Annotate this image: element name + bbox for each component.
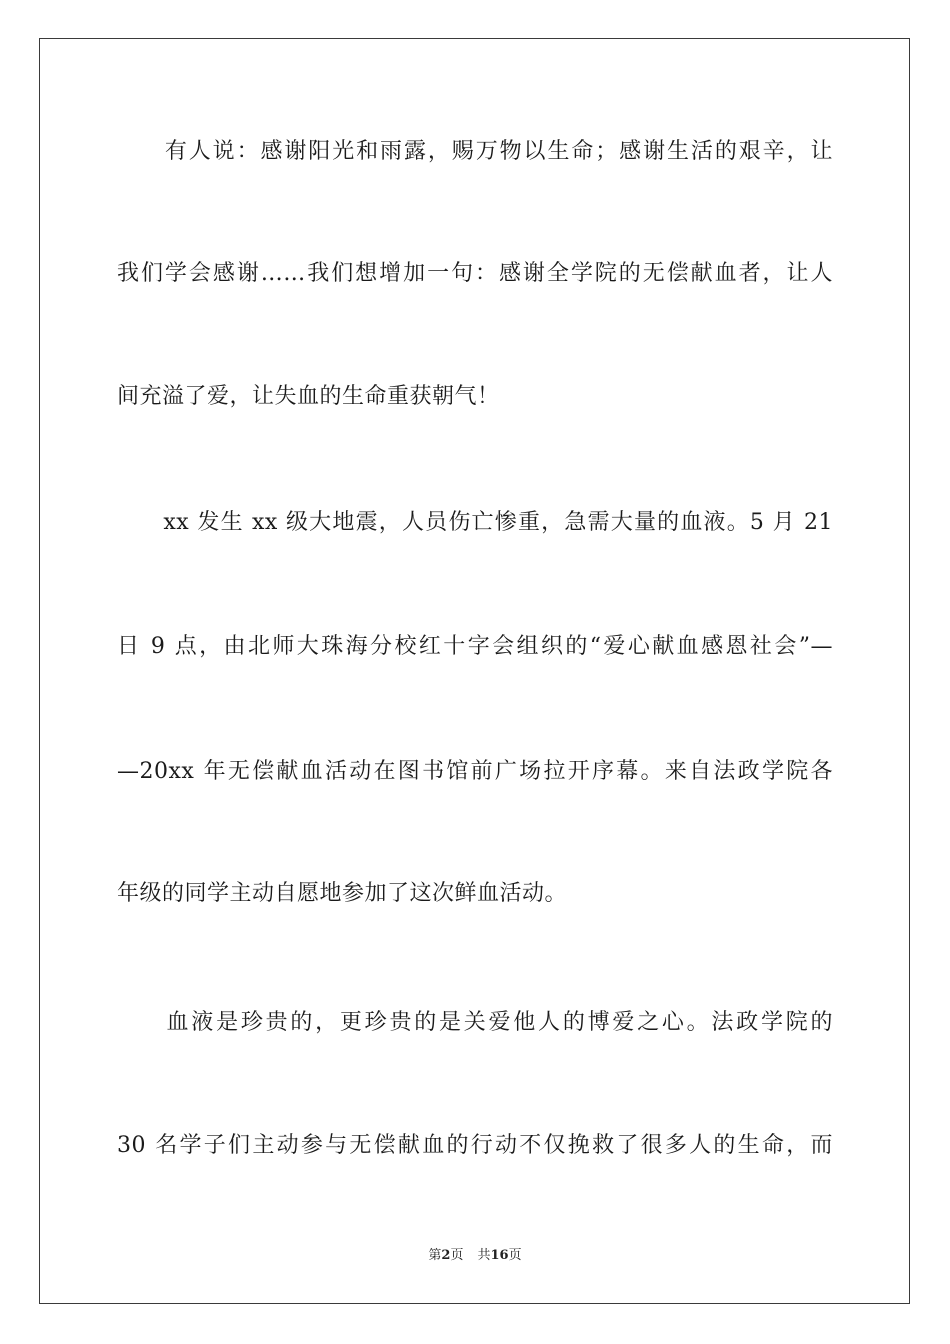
text-line: xx 发生 xx 级大地震，人员伤亡惨重，急需大量的血液。5 月 21 [117, 510, 833, 535]
footer-page-prefix: 第 [428, 1248, 442, 1263]
page-footer [0, 1247, 950, 1265]
text-line: 我们学会感谢……我们想增加一句：感谢全学院的无偿献血者，让人 [117, 261, 833, 286]
footer-total-prefix: 共 [477, 1248, 491, 1263]
text-line: 年级的同学主动自愿地参加了这次鲜血活动。 [117, 881, 568, 906]
footer-page-suffix: 页 [450, 1248, 464, 1263]
footer-total-pages: 16 [490, 1248, 509, 1263]
text-line: 日 9 点，由北师大珠海分校红十字会组织的“爱心献血感恩社会”— [117, 634, 833, 659]
text-line: 有人说：感谢阳光和雨露，赐万物以生命；感谢生活的艰辛，让 [117, 139, 833, 164]
footer-page-number: 2 [441, 1248, 451, 1263]
text-line: —20xx 年无偿献血活动在图书馆前广场拉开序幕。来自法政学院各 [117, 759, 833, 784]
text-line: 30 名学子们主动参与无偿献血的行动不仅挽救了很多人的生命，而 [117, 1133, 833, 1158]
footer-total-suffix: 页 [508, 1248, 522, 1263]
text-line: 血液是珍贵的，更珍贵的是关爱他人的博爱之心。法政学院的 [117, 1010, 833, 1035]
text-line: 间充溢了爱，让失血的生命重获朝气！ [117, 384, 500, 409]
page-border [39, 38, 910, 1304]
